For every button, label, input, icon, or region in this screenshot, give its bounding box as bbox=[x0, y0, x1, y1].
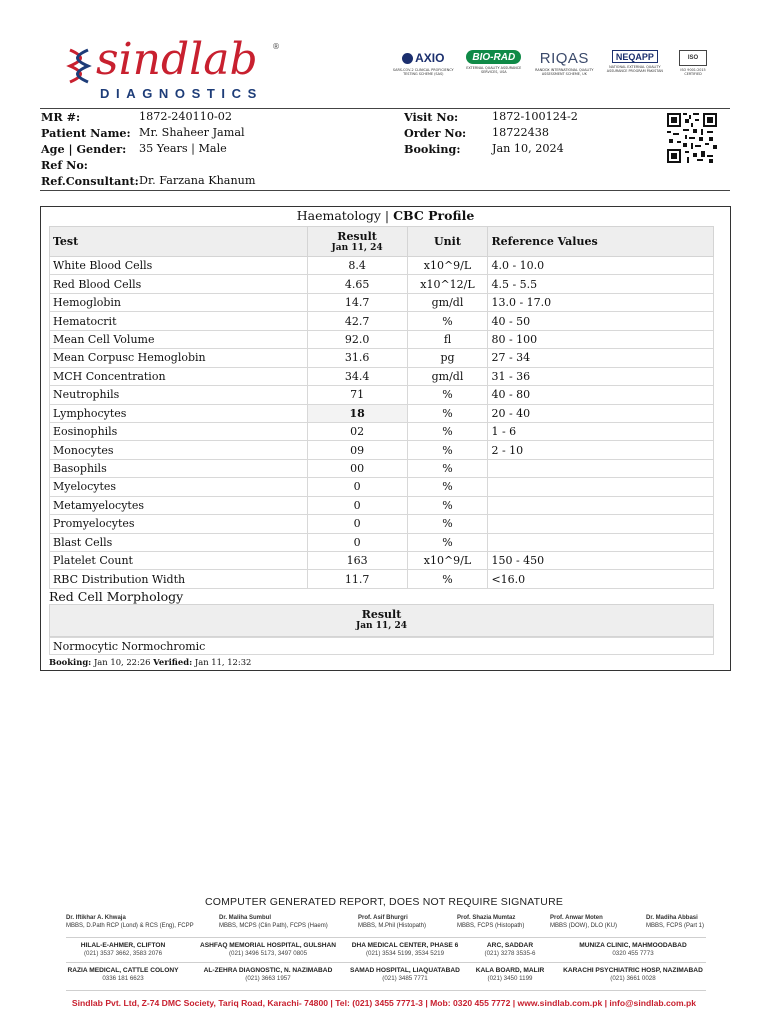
table-header-row bbox=[50, 227, 714, 257]
unit-cell: % bbox=[407, 533, 488, 551]
mr-label: MR #: bbox=[41, 110, 81, 124]
footer-divider bbox=[66, 937, 706, 938]
footer-divider bbox=[66, 990, 706, 991]
reference-cell: 2 - 10 bbox=[488, 441, 714, 459]
brand-subtitle: DIAGNOSTICS bbox=[100, 86, 263, 101]
age-gender-label: Age | Gender: bbox=[41, 142, 127, 156]
verified-time-value: Jan 11, 12:32 bbox=[194, 657, 252, 667]
morphology-result-label: Result bbox=[361, 608, 402, 621]
test-name-cell: Hemoglobin bbox=[50, 293, 308, 311]
reference-cell: 27 - 34 bbox=[488, 349, 714, 367]
test-name-cell: Hematocrit bbox=[50, 312, 308, 330]
accreditation-axio: AXIO SARS-COV-2 CLINICAL PROFICIENCY TESTING SCHEME (SAS) bbox=[392, 51, 454, 76]
test-name-cell: Lymphocytes bbox=[50, 404, 308, 422]
unit-cell: gm/dl bbox=[407, 367, 488, 385]
reference-cell: 1 - 6 bbox=[488, 422, 714, 440]
locations-row-1 bbox=[62, 941, 706, 961]
reference-cell: 13.0 - 17.0 bbox=[488, 293, 714, 311]
booking-time-label: Booking: bbox=[49, 657, 92, 667]
table-row bbox=[50, 349, 714, 367]
result-cell: 163 bbox=[307, 552, 407, 570]
test-name-cell: Red Blood Cells bbox=[50, 275, 308, 293]
doctors-list bbox=[66, 914, 706, 934]
test-name-cell: RBC Distribution Width bbox=[50, 570, 308, 588]
test-name-cell: Monocytes bbox=[50, 441, 308, 459]
unit-cell: fl bbox=[407, 330, 488, 348]
dna-helix-icon bbox=[66, 46, 94, 86]
booking-value: Jan 10, 2024 bbox=[492, 142, 564, 155]
result-cell: 18 bbox=[307, 404, 407, 422]
result-cell: 0 bbox=[307, 478, 407, 496]
reference-cell: 40 - 80 bbox=[488, 386, 714, 404]
table-row bbox=[50, 552, 714, 570]
unit-cell: % bbox=[407, 478, 488, 496]
column-unit: Unit bbox=[407, 227, 488, 257]
title-separator: | bbox=[384, 208, 390, 223]
table-row bbox=[50, 533, 714, 551]
unit-cell: % bbox=[407, 386, 488, 404]
reference-cell: 4.5 - 5.5 bbox=[488, 275, 714, 293]
reference-cell: 80 - 100 bbox=[488, 330, 714, 348]
accreditation-riqas: RIQAS RANDOX INTERNATIONAL QUALITY ASSESSMENT SCHEME, UK bbox=[535, 49, 594, 76]
result-cell: 31.6 bbox=[307, 349, 407, 367]
unit-cell: pg bbox=[407, 349, 488, 367]
qr-code-icon bbox=[667, 113, 717, 163]
result-cell: 92.0 bbox=[307, 330, 407, 348]
company-address: Sindlab Pvt. Ltd, Z-74 DMC Society, Tariq Road, Karachi- 74800 | Tel: (021) 3455 7771-3 | Mob: 0320 455 7772 | www.sindlab.com.pk | info@sindlab.com.pk bbox=[71, 998, 697, 1008]
result-cell: 02 bbox=[307, 422, 407, 440]
accreditation-iso: ISO ISO 9001:2015 CERTIFIED bbox=[674, 50, 712, 76]
reference-cell: 31 - 36 bbox=[488, 367, 714, 385]
unit-cell: % bbox=[407, 404, 488, 422]
unit-cell: % bbox=[407, 312, 488, 330]
result-cell: 4.65 bbox=[307, 275, 407, 293]
test-name-cell: Metamyelocytes bbox=[50, 496, 308, 514]
info-divider bbox=[40, 190, 730, 191]
booking-time-value: Jan 10, 22:26 bbox=[93, 657, 151, 667]
reference-cell bbox=[488, 459, 714, 477]
test-name-cell: Mean Corpusc Hemoglobin bbox=[50, 349, 308, 367]
consultant-label: Ref.Consultant: bbox=[41, 174, 139, 188]
profile-label: CBC Profile bbox=[393, 208, 475, 223]
order-no-label: Order No: bbox=[404, 126, 467, 140]
unit-cell: % bbox=[407, 441, 488, 459]
unit-cell: % bbox=[407, 422, 488, 440]
unit-cell: x10^12/L bbox=[407, 275, 488, 293]
result-cell: 0 bbox=[307, 515, 407, 533]
table-row bbox=[50, 570, 714, 588]
doctor-item: Prof. Asif Bhurgri MBBS, M.Phil (Histopath) bbox=[358, 915, 427, 929]
accreditation-logos bbox=[392, 50, 712, 80]
test-name-cell: White Blood Cells bbox=[50, 257, 308, 275]
table-row bbox=[50, 496, 714, 514]
result-cell: 34.4 bbox=[307, 367, 407, 385]
table-row bbox=[50, 367, 714, 385]
unit-cell: x10^9/L bbox=[407, 552, 488, 570]
reference-cell bbox=[488, 515, 714, 533]
visit-no-value: 1872-100124-2 bbox=[492, 110, 578, 123]
doctor-item: Prof. Anwar Moten MBBS (DOW), DLO (KU) bbox=[550, 915, 617, 929]
reference-cell: <16.0 bbox=[488, 570, 714, 588]
column-result bbox=[307, 227, 407, 257]
result-header-label: Result bbox=[337, 230, 377, 243]
table-row bbox=[50, 257, 714, 275]
visit-info bbox=[404, 109, 644, 159]
result-cell: 14.7 bbox=[307, 293, 407, 311]
morphology-value: Normocytic Normochromic bbox=[49, 637, 714, 655]
table-row bbox=[50, 293, 714, 311]
table-row bbox=[50, 404, 714, 422]
unit-cell: % bbox=[407, 570, 488, 588]
report-timestamps bbox=[49, 657, 251, 667]
locations-row-2 bbox=[62, 966, 706, 986]
test-name-cell: Eosinophils bbox=[50, 422, 308, 440]
table-row bbox=[50, 312, 714, 330]
signature-notice: COMPUTER GENERATED REPORT, DOES NOT REQUIRE SIGNATURE bbox=[204, 896, 564, 908]
unit-cell: % bbox=[407, 496, 488, 514]
reference-cell: 40 - 50 bbox=[488, 312, 714, 330]
morphology-result-date: Jan 11, 24 bbox=[355, 621, 408, 631]
doctor-item: Prof. Shazia Mumtaz MBBS, FCPS (Histopath) bbox=[457, 915, 525, 929]
reference-cell bbox=[488, 478, 714, 496]
table-row bbox=[50, 478, 714, 496]
unit-cell: % bbox=[407, 515, 488, 533]
mr-value: 1872-240110-02 bbox=[139, 110, 232, 123]
result-cell: 42.7 bbox=[307, 312, 407, 330]
consultant-value: Dr. Farzana Khanum bbox=[139, 174, 256, 187]
department-label: Haematology bbox=[296, 208, 381, 223]
reference-cell: 150 - 450 bbox=[488, 552, 714, 570]
reference-cell bbox=[488, 496, 714, 514]
unit-cell: x10^9/L bbox=[407, 257, 488, 275]
ref-no-label: Ref No: bbox=[41, 158, 88, 172]
table-row bbox=[50, 441, 714, 459]
brand-name: sindlab bbox=[96, 34, 258, 85]
patient-name-label: Patient Name: bbox=[41, 126, 131, 140]
reference-cell: 20 - 40 bbox=[488, 404, 714, 422]
column-test: Test bbox=[50, 227, 308, 257]
location-item: HILAL-E-AHMER, CLIFTON (021) 3537 3662, 3583 2076 bbox=[80, 942, 166, 957]
location-item: SAMAD HOSPITAL, LIAQUATABAD (021) 3485 7771 bbox=[350, 967, 460, 982]
location-item: AL-ZEHRA DIAGNOSTIC, N. NAZIMABAD (021) 3663 1957 bbox=[203, 967, 333, 982]
footer-divider bbox=[66, 962, 706, 963]
result-cell: 0 bbox=[307, 496, 407, 514]
result-cell: 00 bbox=[307, 459, 407, 477]
report-box bbox=[40, 206, 731, 671]
accreditation-biorad: BIO-RAD EXTERNAL QUALITY ASSURANCE SERVICES, USA bbox=[466, 51, 522, 74]
age-gender-value: 35 Years | Male bbox=[139, 142, 227, 155]
table-row bbox=[50, 515, 714, 533]
location-item: KALA BOARD, MALIR (021) 3450 1199 bbox=[475, 967, 545, 982]
table-row bbox=[50, 459, 714, 477]
result-header-date: Jan 11, 24 bbox=[331, 243, 383, 253]
doctor-item: Dr. Madiha Abbasi MBBS, FCPS (Part 1) bbox=[646, 915, 705, 929]
location-item: RAZIA MEDICAL, CATTLE COLONY 0336 181 6623 bbox=[67, 967, 179, 982]
registered-mark: ® bbox=[272, 42, 280, 51]
table-row bbox=[50, 422, 714, 440]
test-name-cell: Platelet Count bbox=[50, 552, 308, 570]
test-name-cell: Myelocytes bbox=[50, 478, 308, 496]
result-cell: 8.4 bbox=[307, 257, 407, 275]
location-item: KARACHI PSYCHIATRIC HOSP, NAZIMABAD (021) 3661 0028 bbox=[563, 967, 703, 982]
patient-name-value: Mr. Shaheer Jamal bbox=[139, 126, 245, 139]
visit-no-label: Visit No: bbox=[404, 110, 459, 124]
table-row bbox=[50, 330, 714, 348]
reference-cell: 4.0 - 10.0 bbox=[488, 257, 714, 275]
accreditation-neqapp: NEQAPP NATIONAL EXTERNAL QUALITY ASSURANCE PROGRAM PAKISTAN bbox=[606, 51, 663, 73]
test-name-cell: Neutrophils bbox=[50, 386, 308, 404]
order-no-value: 18722438 bbox=[492, 126, 549, 139]
results-table bbox=[49, 226, 714, 589]
verified-time-label: Verified: bbox=[153, 657, 193, 667]
morphology-title: Red Cell Morphology bbox=[49, 589, 184, 604]
morphology-header bbox=[49, 604, 714, 637]
test-name-cell: Blast Cells bbox=[50, 533, 308, 551]
booking-label: Booking: bbox=[404, 142, 461, 156]
section-title bbox=[41, 208, 730, 223]
doctor-item: Dr. Maliha Sumbul MBBS, MCPS (Clin Path), FCPS (Haem) bbox=[219, 915, 328, 929]
patient-info bbox=[41, 109, 381, 189]
table-row bbox=[50, 386, 714, 404]
doctor-item: Dr. Iftikhar A. Khwaja MBBS, D.Path RCP (Lond) & RCS (Eng), FCPP bbox=[66, 915, 194, 929]
test-name-cell: Promyelocytes bbox=[50, 515, 308, 533]
test-name-cell: Basophils bbox=[50, 459, 308, 477]
location-item: MUNIZA CLINIC, MAHMOODABAD 0320 455 7773 bbox=[579, 942, 687, 957]
location-item: DHA MEDICAL CENTER, PHASE 6 (021) 3534 5199, 3534 5219 bbox=[351, 942, 459, 957]
reference-cell bbox=[488, 533, 714, 551]
column-reference: Reference Values bbox=[488, 227, 714, 257]
cap-badge-icon bbox=[402, 53, 413, 64]
unit-cell: % bbox=[407, 459, 488, 477]
result-cell: 11.7 bbox=[307, 570, 407, 588]
result-cell: 0 bbox=[307, 533, 407, 551]
result-cell: 71 bbox=[307, 386, 407, 404]
unit-cell: gm/dl bbox=[407, 293, 488, 311]
test-name-cell: Mean Cell Volume bbox=[50, 330, 308, 348]
result-cell: 09 bbox=[307, 441, 407, 459]
location-item: ARC, SADDAR (021) 3278 3535-6 bbox=[484, 942, 536, 957]
test-name-cell: MCH Concentration bbox=[50, 367, 308, 385]
location-item: ASHFAQ MEMORIAL HOSPITAL, GULSHAN (021) 3496 5173, 3497 0805 bbox=[199, 942, 337, 957]
table-row bbox=[50, 275, 714, 293]
